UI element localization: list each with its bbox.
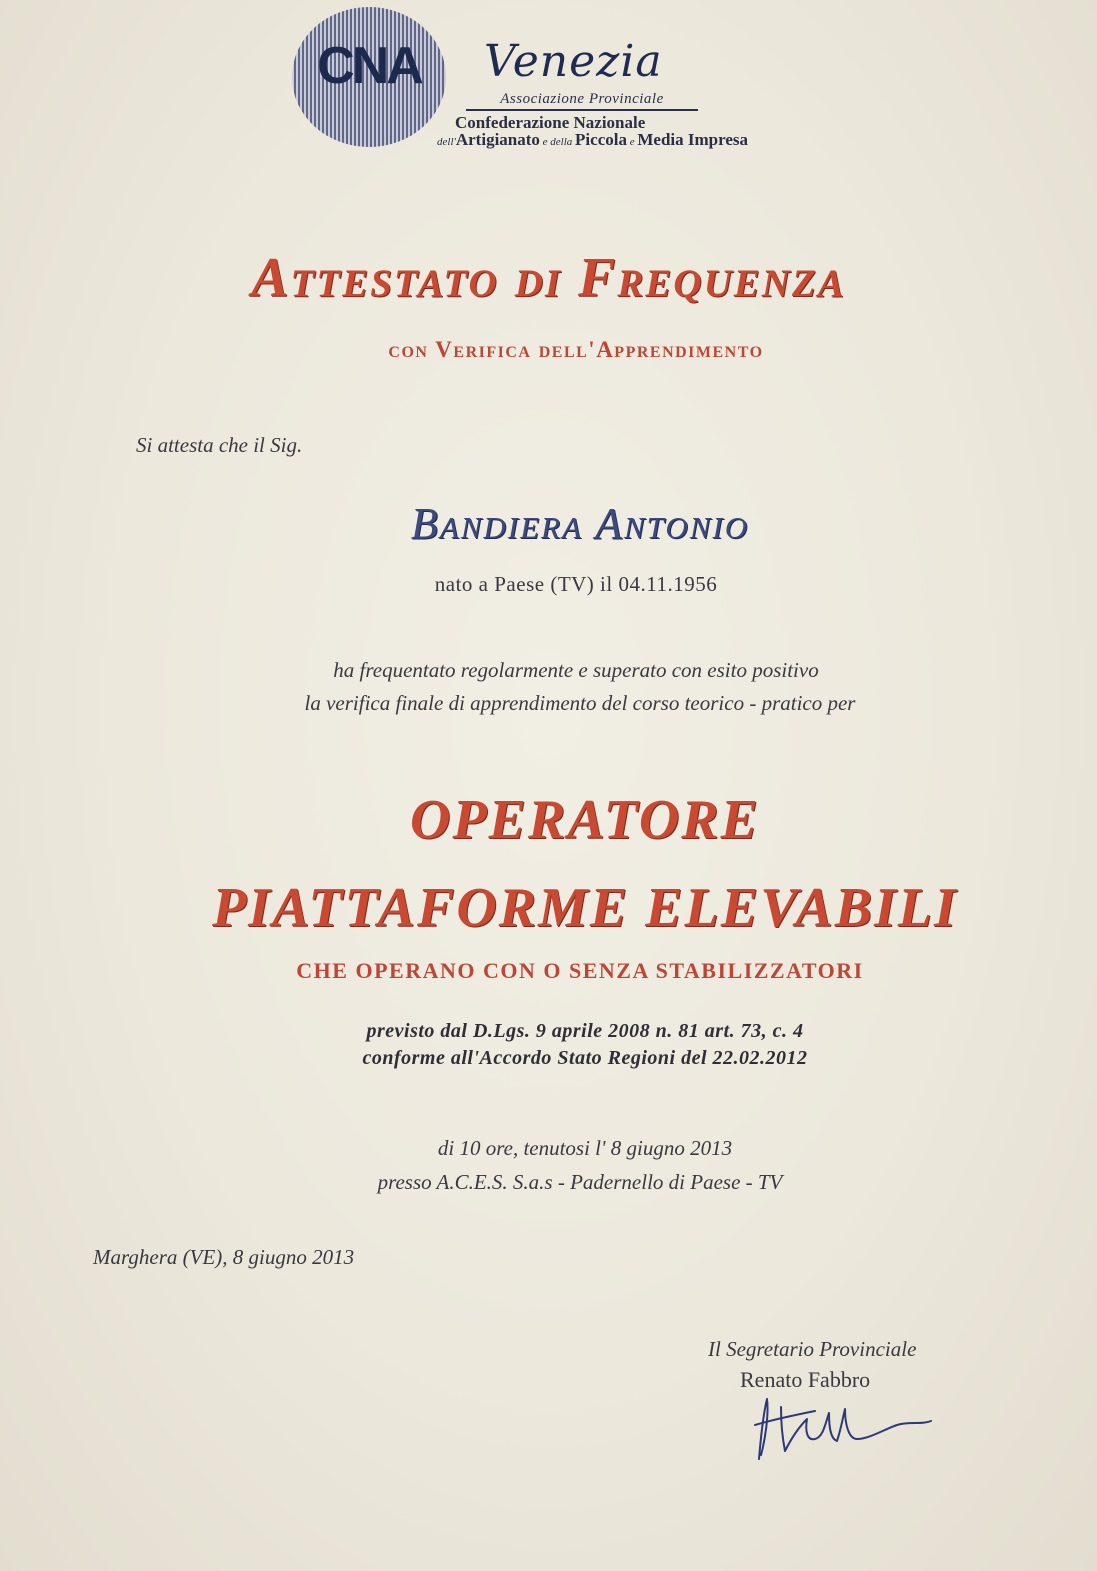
attest-intro: Si attesta che il Sig.: [136, 433, 303, 457]
signature-icon: [745, 1385, 945, 1465]
certificate-title: Attestato di Frequenza: [251, 247, 846, 309]
law-reference-line2: conforme all'Accordo Stato Regioni del 22.02.2012: [362, 1047, 808, 1069]
certificate-subtitle: con Verifica dell'Apprendimento: [388, 337, 764, 362]
course-subtitle: CHE OPERANO CON O SENZA STABILIZZATORI: [296, 958, 864, 983]
attendance-line2: la verifica finale di apprendimento del corso teorico - pratico per: [304, 691, 856, 715]
logo-conf-media: Media Impresa: [637, 130, 749, 149]
course-location: presso A.C.E.S. S.a.s - Padernello di Paese - TV: [377, 1170, 783, 1194]
logo-conf-connector1: e della: [539, 136, 576, 148]
signatory-title: Il Segretario Provinciale: [708, 1337, 917, 1361]
logo-conf-artigianato: Artigianato: [455, 130, 540, 149]
course-title-line1: OPERATORE: [410, 789, 760, 851]
signatory-name: Renato Fabbro: [740, 1367, 871, 1392]
logo-wordmark: CNA: [317, 37, 421, 95]
logo-association: Associazione Provinciale: [466, 91, 698, 111]
course-title-line2: PIATTAFORME ELEVABILI: [212, 877, 958, 939]
logo-confederation-line2: [437, 130, 748, 150]
place-date: Marghera (VE), 8 giugno 2013: [93, 1245, 355, 1269]
logo-city: Venezia: [484, 36, 663, 87]
attendance-line1: ha frequentato regolarmente e superato con esito positivo: [333, 658, 819, 682]
course-hours: di 10 ore, tenutosi l' 8 giugno 2013: [437, 1136, 733, 1160]
logo-confederation-line1: Confederazione Nazionale: [455, 113, 646, 132]
law-reference-line1: previsto dal D.Lgs. 9 aprile 2008 n. 81 art. 73, c. 4: [366, 1020, 804, 1042]
logo-conf-connector2: e: [626, 136, 638, 148]
birth-info: nato a Paese (TV) il 04.11.1956: [434, 572, 718, 596]
recipient-name: Bandiera Antonio: [410, 499, 750, 548]
logo-conf-prefix: dell': [437, 136, 456, 148]
logo-conf-piccola: Piccola: [575, 130, 627, 149]
